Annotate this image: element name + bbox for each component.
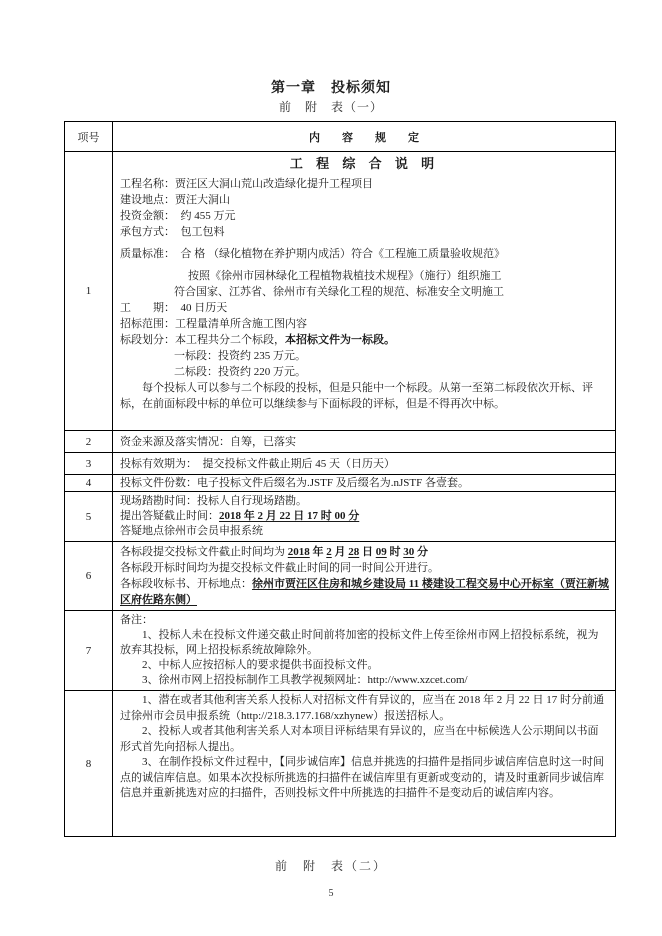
qa-deadline-value: 2018 年 2 月 22 日 17 时 00 分 (219, 510, 360, 522)
qa-place-line: 答疑地点徐州市会员申报系统 (120, 525, 263, 537)
objection-item-2: 2、投标人或者其他利害关系人对本项目评标结果有异议的，应当在中标候选人公示期间以书面形式首先向招标人提出。 (120, 725, 599, 753)
open-time-line: 各标段开标时间均为提交投标文件截止时间的同一时间公开进行。 (120, 562, 439, 574)
row6-item-no: 6 (65, 542, 113, 611)
investment-line: 投资金额： 约 455 万元 (120, 210, 236, 222)
row4-item-no: 4 (65, 475, 113, 492)
header-content-rule: 内 容 规 定 (113, 122, 616, 152)
quality-rule-2-line: 符合国家、江苏省、徐州市有关绿化工程的规范、标准安全文明施工 (174, 286, 504, 298)
table-row-8 (65, 691, 616, 837)
bid-validity-line: 投标有效期为： 提交投标文件截止期后 45 天（日历天） (113, 453, 616, 475)
quality-rule-1-line: 按照《徐州市园林绿化工程植物栽植技术规程》（施行）组织施工 (188, 270, 502, 282)
deadline-part: 年 (309, 546, 327, 558)
division-bold-note: 本招标文件为一标段。 (285, 334, 395, 346)
table-header-row (65, 122, 616, 152)
row7-content-cell (113, 611, 616, 691)
row5-item-no: 5 (65, 492, 113, 542)
table-row-6 (65, 542, 616, 611)
page-number: 5 (328, 888, 334, 899)
deadline-part: 28 (348, 546, 360, 558)
deadline-part: 09 (375, 546, 387, 558)
deadline-part: 时 (386, 546, 404, 558)
open-place-label: 各标段收标书、开标地点： (120, 578, 252, 590)
row7-item-no: 7 (65, 611, 113, 691)
open-place-line (120, 576, 609, 608)
section-one-line: 一标段：投资约 235 万元。 (174, 350, 306, 362)
deadline-part: 2 (326, 546, 332, 558)
row1-content-cell (113, 152, 616, 431)
notes-label: 备注： (120, 614, 153, 626)
project-summary-title: 工 程 综 合 说 明 (289, 156, 440, 171)
objection-item-3: 3、在制作投标文件过程中，【同步诚信库】信息并挑选的扫描件是指同步诚信库信息时这一时间点的诚信库信息。如果本次投标所挑选的扫描件在诚信库里有更新或变动的，请及时重新同步诚信库信息并重新挑选对应的扫描件，否则投标文件中所挑选的扫描件不是变动后的诚信库内容。 (120, 756, 604, 799)
project-name-line: 工程名称：贾汪区大洞山荒山改造绿化提升工程项目 (120, 178, 373, 190)
duration-line: 工 期： 40 日历天 (120, 302, 228, 314)
deadline-part: 分 (414, 546, 428, 558)
bid-notice-table (64, 121, 616, 837)
deadline-part: 2018 (287, 546, 310, 558)
row2-item-no: 2 (65, 431, 113, 453)
deadline-part: 月 (331, 546, 349, 558)
scope-line: 招标范围：工程量清单所含施工图内容 (120, 318, 307, 330)
submit-deadline-line (120, 544, 609, 560)
row8-content-cell (113, 691, 616, 837)
section-two-line: 二标段：投资约 220 万元。 (174, 366, 306, 378)
contracting-line: 承包方式： 包工包料 (120, 226, 225, 238)
division-line (120, 332, 609, 348)
table-row-4 (65, 475, 616, 492)
row8-item-no: 8 (65, 691, 113, 837)
open-place-value: 徐州市贾汪区住房和城乡建设局 11 楼建设工程交易中心开标室（贾汪新城区府佐路东侧） (120, 578, 609, 606)
table-row-1 (65, 152, 616, 431)
table-row-5 (65, 492, 616, 542)
deadline-part: 30 (403, 546, 415, 558)
table-row-3 (65, 453, 616, 475)
note-item-2: 2、中标人应按招标人的要求提供书面投标文件。 (142, 659, 379, 671)
site-visit-line: 现场踏勘时间：投标人自行现场踏勘。 (120, 495, 307, 507)
funding-source-line: 资金来源及落实情况：自筹，已落实 (113, 431, 616, 453)
submit-deadline-label: 各标段提交投标文件截止时间均为 (120, 546, 288, 558)
row6-content-cell (113, 542, 616, 611)
note-item-3: 3、徐州市网上招投标制作工具教学视频网址：http://www.xzcet.com/ (142, 674, 468, 686)
row1-item-no: 1 (65, 152, 113, 431)
table-row-2 (65, 431, 616, 453)
bid-copies-line: 投标文件份数：电子投标文件后缀名为.JSTF 及后缀名为.nJSTF 各壹套。 (113, 475, 616, 492)
qa-deadline-line (120, 509, 609, 524)
location-line: 建设地点：贾汪大洞山 (120, 194, 230, 206)
front-table-2-label: 前 附 表（二） (274, 859, 387, 873)
deadline-part: 日 (359, 546, 376, 558)
division-prefix: 标段划分：本工程共分二个标段， (120, 334, 285, 346)
front-table-1-label: 前 附 表（一） (278, 100, 383, 114)
header-item-no: 项号 (65, 122, 113, 152)
chapter-title: 第一章 投标须知 (271, 81, 391, 96)
note-item-1: 1、投标人未在投标文件递交截止时间前将加密的投标文件上传至徐州市网上招投标系统，视为放弃其投标，网上招投标系统故障除外。 (120, 629, 599, 656)
qa-deadline-label: 提出答疑截止时间： (120, 510, 219, 522)
row3-item-no: 3 (65, 453, 113, 475)
table-row-7 (65, 611, 616, 691)
objection-item-1: 1、潜在或者其他利害关系人投标人对招标文件有异议的，应当在 2018 年 2 月 22 日 17 时分前通过徐州市会员申报系统（http://218.3.177.168/xzhynew）报送招标人。 (120, 694, 604, 722)
quality-line: 质量标准： 合 格 （绿化植物在养护期内成活）符合《工程施工质量验收规范》 (120, 248, 505, 260)
participation-paragraph: 每个投标人可以参与二个标段的投标，但是只能中一个标段。从第一至第二标段依次开标、评标，在前面标段中标的单位可以继续参与下面标段的评标，但是不得再次中标。 (120, 382, 593, 410)
row5-content-cell (113, 492, 616, 542)
